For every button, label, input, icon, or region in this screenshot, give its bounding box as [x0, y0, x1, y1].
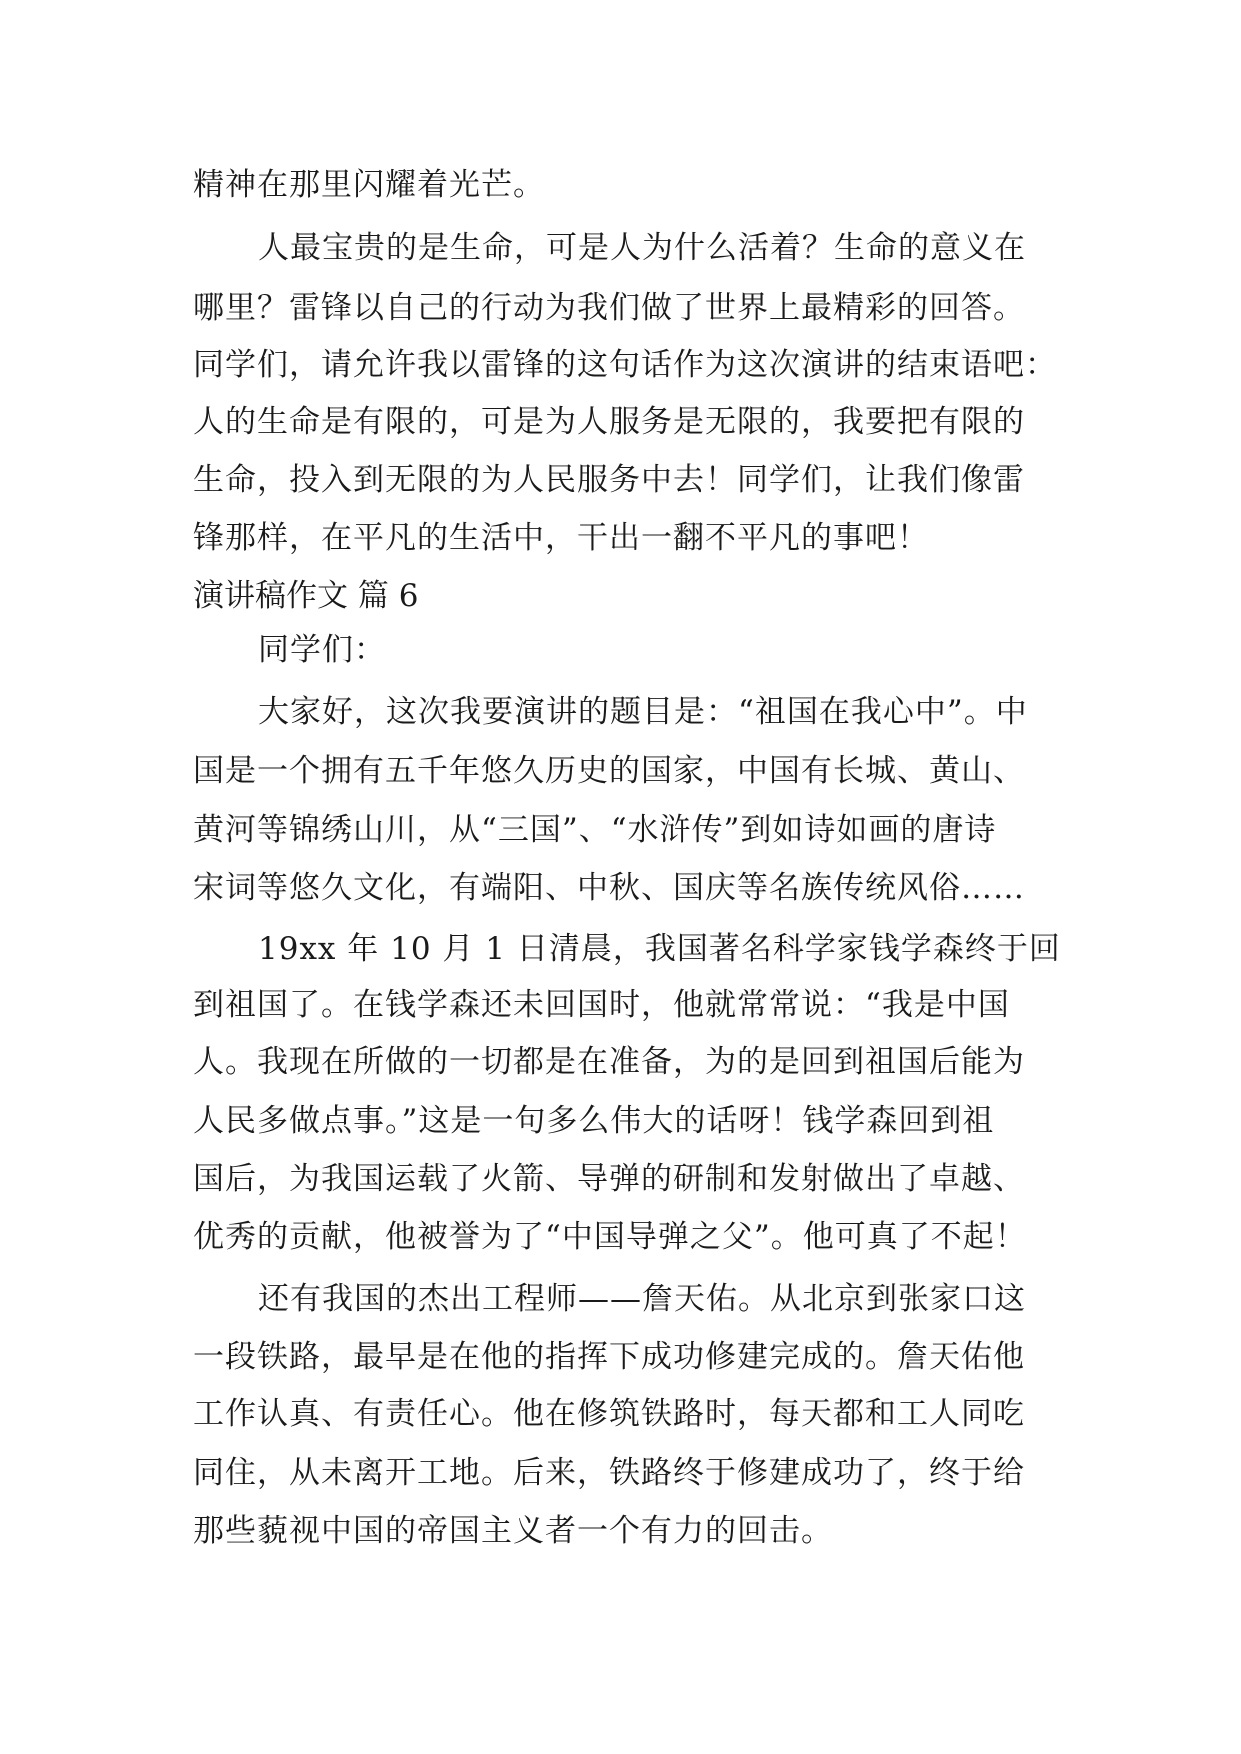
paragraph-line: 人的生命是有限的，可是为人服务是无限的，我要把有限的 [193, 404, 1025, 440]
paragraph-line: 同住，从未离开工地。后来，铁路终于修建成功了，终于给 [193, 1455, 1025, 1491]
paragraph-line: 人最宝贵的是生命，可是人为什么活着？生命的意义在 [258, 230, 1026, 266]
paragraph-line: 人民多做点事。”这是一句多么伟大的话呀！钱学森回到祖 [193, 1103, 995, 1139]
paragraph-line: 精神在那里闪耀着光芒。 [193, 167, 545, 203]
paragraph-line: 一段铁路，最早是在他的指挥下成功修建完成的。詹天佑他 [193, 1339, 1025, 1375]
section-heading: 演讲稿作文 篇 6 [193, 578, 419, 614]
paragraph-line: 宋词等悠久文化，有端阳、中秋、国庆等名族传统风俗…… [193, 870, 1025, 906]
salutation: 同学们： [258, 632, 386, 668]
paragraph-line: 锋那样，在平凡的生活中，干出一翻不平凡的事吧！ [193, 520, 929, 556]
paragraph-line: 人。我现在所做的一切都是在准备，为的是回到祖国后能为 [193, 1044, 1025, 1080]
paragraph-line: 哪里？雷锋以自己的行动为我们做了世界上最精彩的回答。 [193, 290, 1025, 326]
paragraph-line: 生命，投入到无限的为人民服务中去！同学们，让我们像雷 [193, 462, 1025, 498]
paragraph-line: 工作认真、有责任心。他在修筑铁路时，每天都和工人同吃 [193, 1396, 1025, 1432]
paragraph-line: 19xx 年 10 月 1 日清晨，我国著名科学家钱学森终于回 [258, 931, 1061, 967]
paragraph-line: 黄河等锦绣山川，从“三国”、“水浒传”到如诗如画的唐诗 [193, 812, 997, 848]
paragraph-line: 到祖国了。在钱学森还未回国时，他就常常说：“我是中国 [193, 987, 1010, 1023]
paragraph-line: 优秀的贡献，他被誉为了“中国导弹之父”。他可真了不起！ [193, 1219, 1027, 1255]
paragraph-line: 还有我国的杰出工程师——詹天佑。从北京到张家口这 [258, 1281, 1026, 1317]
paragraph-line: 国后，为我国运载了火箭、导弹的研制和发射做出了卓越、 [193, 1161, 1025, 1197]
paragraph-line: 大家好，这次我要演讲的题目是：“祖国在我心中”。中 [258, 694, 1028, 730]
paragraph-line: 国是一个拥有五千年悠久历史的国家，中国有长城、黄山、 [193, 753, 1025, 789]
paragraph-line: 那些藐视中国的帝国主义者一个有力的回击。 [193, 1513, 833, 1549]
paragraph-line: 同学们，请允许我以雷锋的这句话作为这次演讲的结束语吧： [193, 347, 1057, 383]
